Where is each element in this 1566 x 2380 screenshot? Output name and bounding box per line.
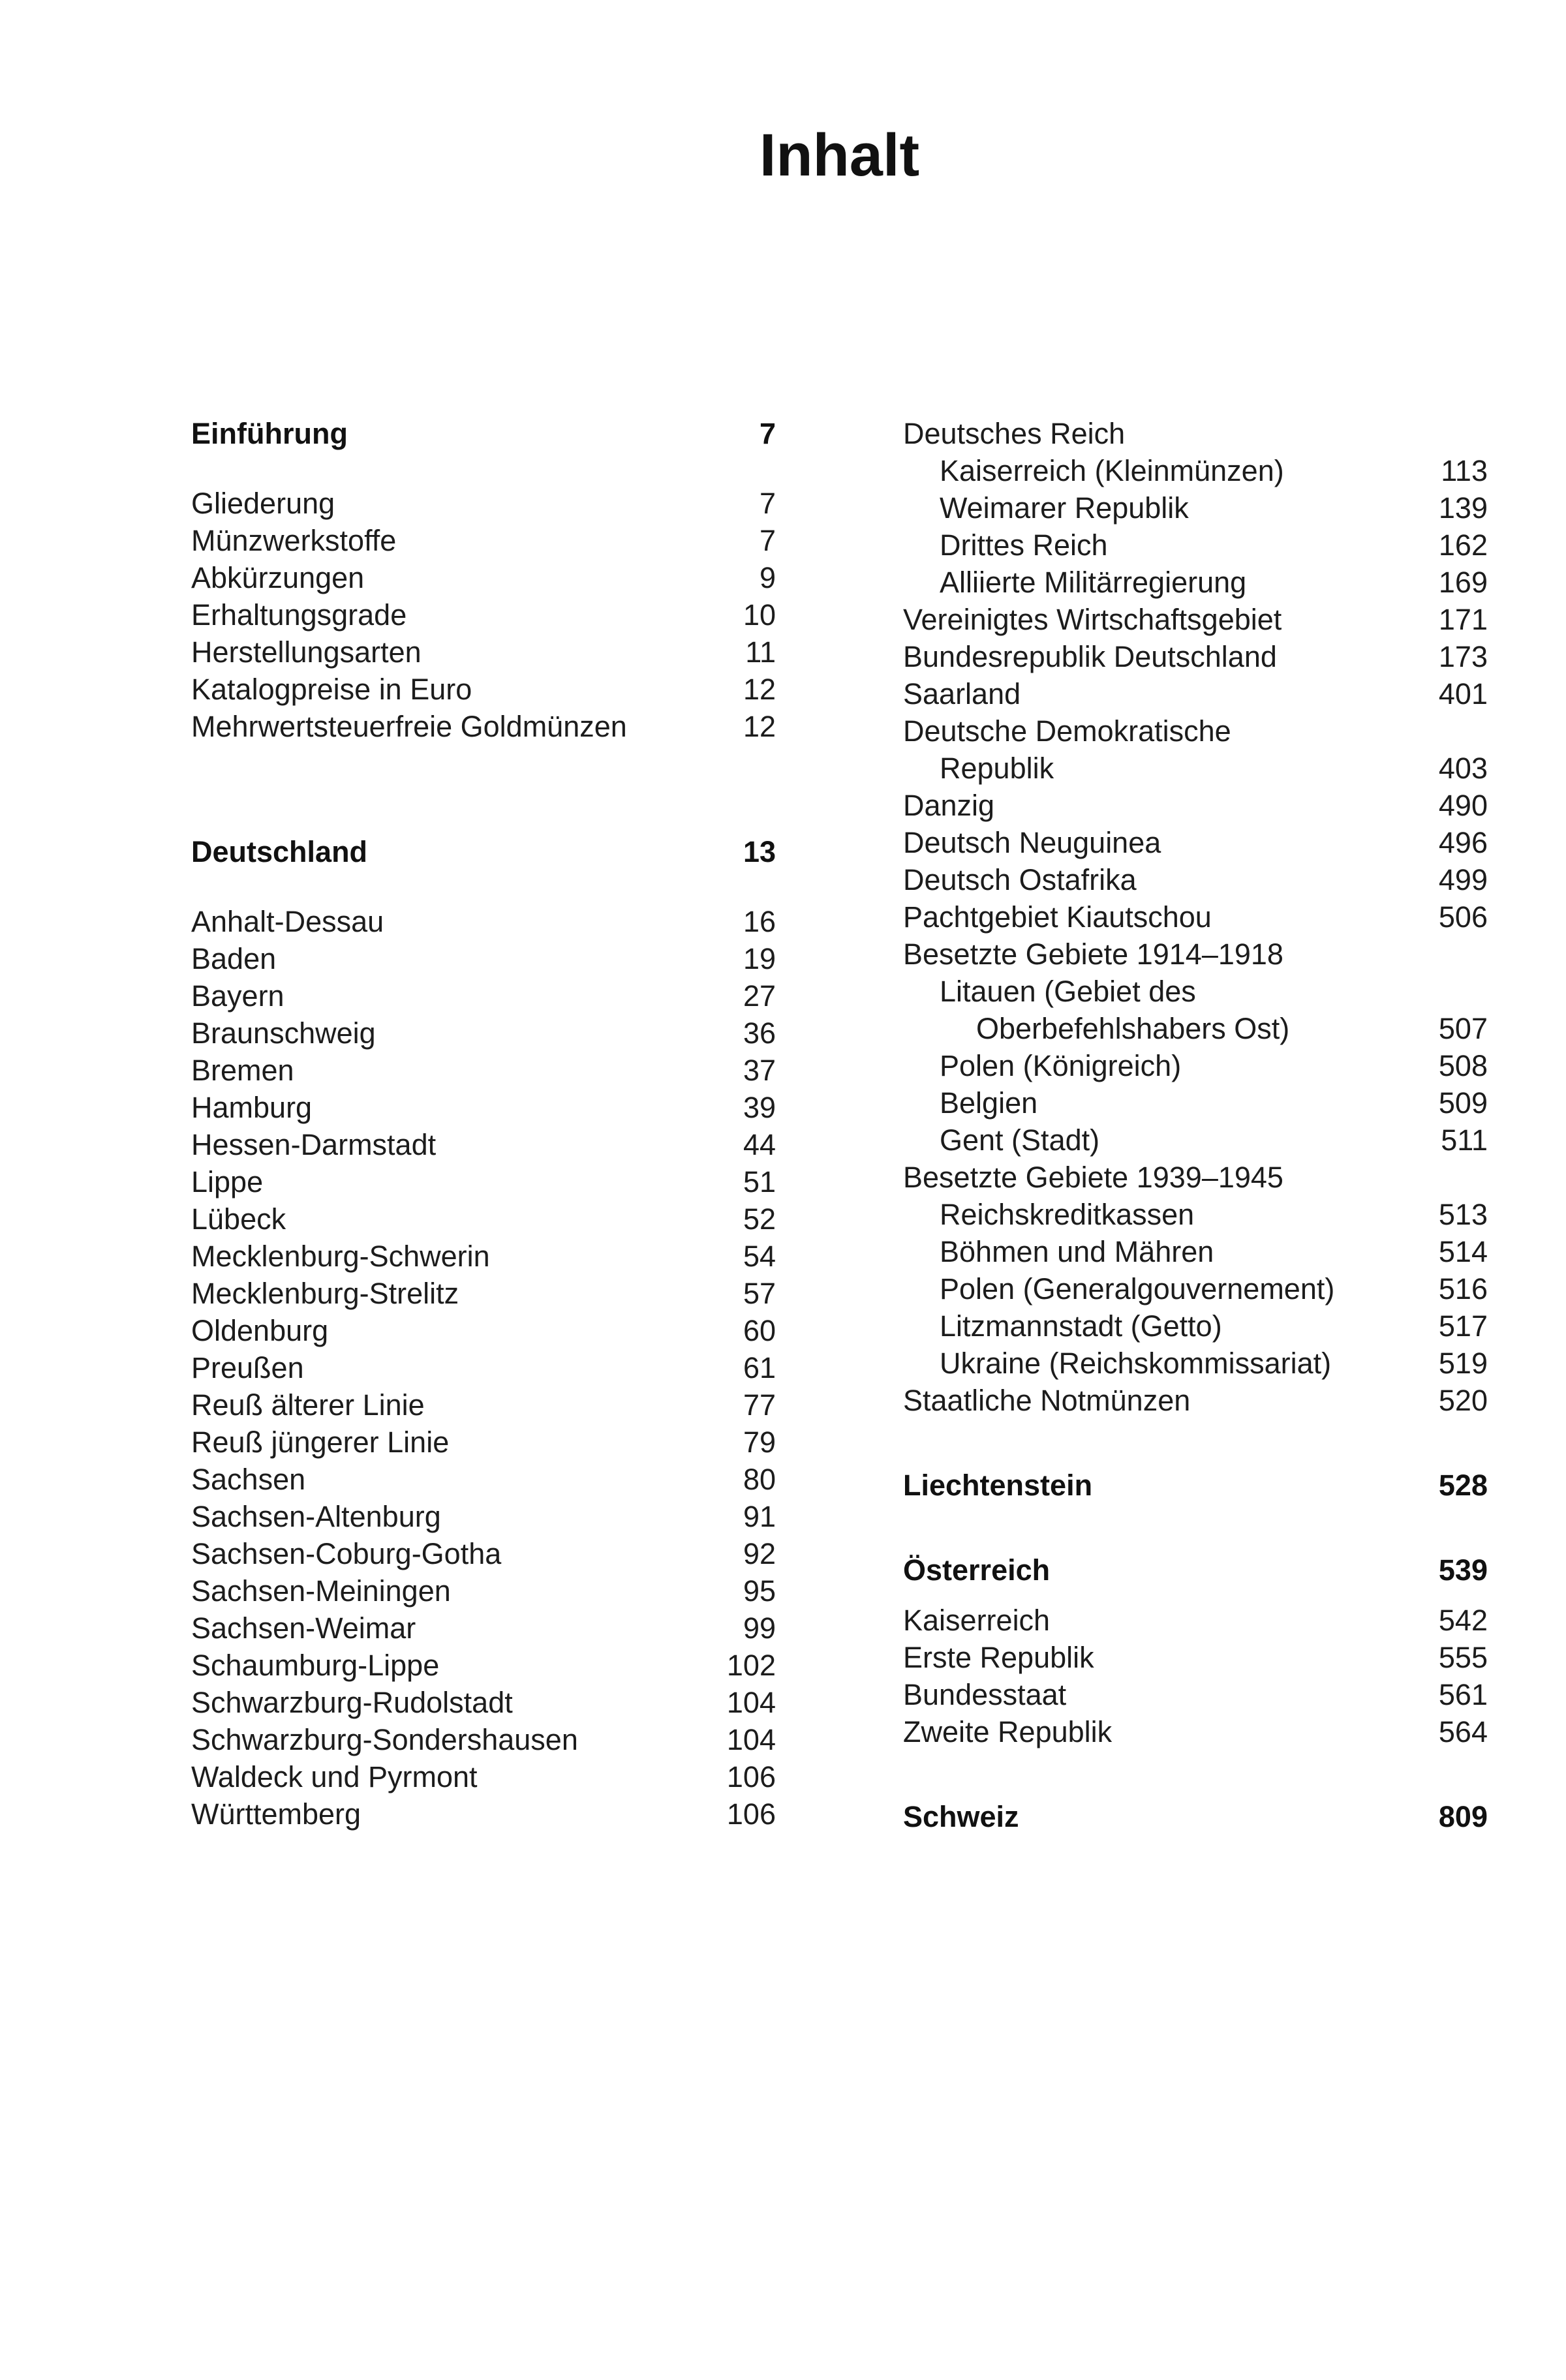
toc-block xyxy=(903,1798,1488,1835)
toc-entry xyxy=(903,1270,1488,1307)
toc-entry xyxy=(903,936,1488,973)
toc-entry xyxy=(191,485,776,522)
toc-entry-label: Deutsch Ostafrika xyxy=(903,863,1137,896)
toc-entry xyxy=(903,750,1488,787)
toc-entry xyxy=(903,1345,1488,1382)
toc-entry-page: 57 xyxy=(743,1277,776,1310)
toc-entry-label: Gliederung xyxy=(191,487,335,520)
toc-entry xyxy=(903,1233,1488,1270)
toc-entry-page: 517 xyxy=(1438,1309,1488,1343)
toc-block xyxy=(903,1467,1488,1504)
toc-entry xyxy=(191,1424,776,1461)
toc-entry-page: 16 xyxy=(743,905,776,938)
toc-entry-label: Baden xyxy=(191,942,277,975)
toc-entry xyxy=(903,712,1488,750)
toc-entry-label: Republik xyxy=(940,752,1054,785)
toc-entry xyxy=(191,1758,776,1795)
toc-entry xyxy=(191,415,776,452)
toc-entry-label: Deutsch Neuguinea xyxy=(903,826,1161,859)
toc-block xyxy=(903,1551,1488,1589)
toc-entry-label: Drittes Reich xyxy=(940,528,1108,562)
toc-entry-page: 514 xyxy=(1438,1235,1488,1268)
toc-entry-page: 52 xyxy=(743,1202,776,1236)
toc-entry-label: Deutsches Reich xyxy=(903,417,1126,450)
toc-entry-page: 542 xyxy=(1438,1604,1488,1637)
toc-entry xyxy=(191,1647,776,1684)
toc-entry xyxy=(191,1461,776,1498)
toc-entry-page: 139 xyxy=(1438,491,1488,525)
toc-entry-page: 61 xyxy=(743,1351,776,1384)
toc-entry-page: 80 xyxy=(743,1463,776,1496)
toc-block xyxy=(903,415,1488,1419)
toc-entry-page: 555 xyxy=(1438,1641,1488,1674)
toc-entry-label: Schwarzburg-Sondershausen xyxy=(191,1723,578,1756)
toc-block xyxy=(191,415,776,452)
toc-entry-page: 564 xyxy=(1438,1715,1488,1748)
toc-entry xyxy=(903,675,1488,712)
toc-entry-label: Mecklenburg-Strelitz xyxy=(191,1277,459,1310)
toc-entry-label: Staatliche Notmünzen xyxy=(903,1384,1191,1417)
toc-entry-label: Einführung xyxy=(191,417,348,450)
toc-entry-label: Reichskreditkassen xyxy=(940,1198,1195,1231)
toc-entry-page: 499 xyxy=(1438,863,1488,896)
toc-entry-page: 60 xyxy=(743,1314,776,1347)
toc-entry xyxy=(191,1498,776,1535)
toc-entry-label: Herstellungsarten xyxy=(191,635,422,669)
toc-entry-label: Alliierte Militärregierung xyxy=(940,566,1247,599)
toc-entry xyxy=(903,452,1488,489)
toc-content xyxy=(191,0,1488,1835)
toc-block xyxy=(903,1602,1488,1750)
toc-entry-page: 528 xyxy=(1438,1469,1488,1502)
toc-entry-label: Bundesstaat xyxy=(903,1678,1067,1711)
toc-entry-page: 401 xyxy=(1438,677,1488,710)
toc-entry xyxy=(191,1610,776,1647)
toc-entry-label: Erste Republik xyxy=(903,1641,1094,1674)
toc-entry xyxy=(903,415,1488,452)
toc-entry-page: 513 xyxy=(1438,1198,1488,1231)
toc-entry-label: Sachsen-Coburg-Gotha xyxy=(191,1537,502,1570)
toc-entry-page: 169 xyxy=(1438,566,1488,599)
toc-entry-label: Zweite Republik xyxy=(903,1715,1113,1748)
toc-entry-label: Polen (Königreich) xyxy=(940,1049,1182,1082)
toc-entry xyxy=(903,489,1488,526)
toc-entry-label: Saarland xyxy=(903,677,1021,710)
toc-entry-label: Weimarer Republik xyxy=(940,491,1189,525)
toc-entry xyxy=(191,833,776,870)
toc-entry-page: 490 xyxy=(1438,789,1488,822)
toc-entry-page: 516 xyxy=(1438,1272,1488,1305)
toc-entry-page: 39 xyxy=(743,1091,776,1124)
toc-entry xyxy=(903,1010,1488,1047)
toc-entry xyxy=(903,564,1488,601)
toc-entry-page: 79 xyxy=(743,1426,776,1459)
toc-entry xyxy=(903,1602,1488,1639)
toc-entry xyxy=(903,1307,1488,1345)
toc-entry xyxy=(191,1275,776,1312)
toc-entry-label: Sachsen xyxy=(191,1463,306,1496)
toc-entry-label: Kaiserreich (Kleinmünzen) xyxy=(940,454,1284,487)
toc-block xyxy=(191,903,776,1833)
toc-entry xyxy=(191,1126,776,1163)
toc-entry-label: Reuß älterer Linie xyxy=(191,1388,425,1422)
toc-entry xyxy=(903,1047,1488,1084)
toc-entry-label: Vereinigtes Wirtschaftsgebiet xyxy=(903,603,1282,636)
toc-entry-label: Erhaltungsgrade xyxy=(191,598,407,632)
toc-entry-page: 104 xyxy=(726,1686,776,1719)
toc-entry-page: 44 xyxy=(743,1128,776,1161)
toc-entry-page: 113 xyxy=(1441,454,1488,487)
toc-entry-label: Gent (Stadt) xyxy=(940,1123,1100,1157)
toc-entry xyxy=(191,559,776,596)
toc-entry-page: 95 xyxy=(743,1574,776,1608)
toc-entry-label: Böhmen und Mähren xyxy=(940,1235,1214,1268)
toc-entry-page: 506 xyxy=(1438,900,1488,934)
toc-entry-label: Belgien xyxy=(940,1086,1038,1120)
toc-entry-label: Preußen xyxy=(191,1351,304,1384)
toc-entry xyxy=(191,1535,776,1572)
toc-entry xyxy=(191,940,776,977)
toc-entry-label: Besetzte Gebiete 1939–1945 xyxy=(903,1161,1283,1194)
toc-entry-label: Schweiz xyxy=(903,1800,1019,1833)
toc-entry xyxy=(191,1052,776,1089)
toc-entry-label: Abkürzungen xyxy=(191,561,365,594)
toc-entry-label: Oldenburg xyxy=(191,1314,329,1347)
toc-entry-label: Litzmannstadt (Getto) xyxy=(940,1309,1222,1343)
toc-entry-label: Schaumburg-Lippe xyxy=(191,1649,440,1682)
toc-entry xyxy=(191,708,776,745)
toc-entry xyxy=(903,1713,1488,1750)
toc-entry xyxy=(191,1089,776,1126)
toc-entry-label: Liechtenstein xyxy=(903,1469,1093,1502)
toc-entry-label: Hessen-Darmstadt xyxy=(191,1128,437,1161)
toc-entry-label: Danzig xyxy=(903,789,995,822)
toc-entry-label: Bayern xyxy=(191,979,284,1013)
toc-entry-page: 27 xyxy=(743,979,776,1013)
toc-entry-label: Deutschland xyxy=(191,835,368,868)
toc-entry xyxy=(903,787,1488,824)
toc-entry-label: Pachtgebiet Kiautschou xyxy=(903,900,1212,934)
toc-entry xyxy=(903,1382,1488,1419)
toc-entry-page: 12 xyxy=(743,673,776,706)
toc-entry-page: 36 xyxy=(743,1016,776,1050)
toc-entry-page: 509 xyxy=(1438,1086,1488,1120)
toc-entry xyxy=(191,1795,776,1833)
toc-entry-page: 99 xyxy=(743,1611,776,1645)
toc-entry-label: Polen (Generalgouvernement) xyxy=(940,1272,1335,1305)
toc-entry-page: 809 xyxy=(1438,1800,1488,1833)
toc-entry-page: 507 xyxy=(1438,1012,1488,1045)
toc-entry-label: Deutsche Demokratische xyxy=(903,714,1231,748)
toc-entry xyxy=(903,898,1488,936)
toc-entry-page: 508 xyxy=(1438,1049,1488,1082)
toc-entry-page: 561 xyxy=(1438,1678,1488,1711)
toc-block xyxy=(191,485,776,745)
toc-entry xyxy=(191,596,776,633)
toc-entry-label: Anhalt-Dessau xyxy=(191,905,384,938)
toc-entry xyxy=(903,1551,1488,1589)
toc-entry-label: Hamburg xyxy=(191,1091,313,1124)
toc-entry-label: Bundesrepublik Deutschland xyxy=(903,640,1277,673)
toc-entry-label: Kaiserreich xyxy=(903,1604,1051,1637)
toc-entry xyxy=(191,671,776,708)
toc-entry-label: Österreich xyxy=(903,1553,1051,1587)
toc-entry-label: Lübeck xyxy=(191,1202,286,1236)
toc-entry-label: Mecklenburg-Schwerin xyxy=(191,1240,490,1273)
toc-entry-label: Sachsen-Weimar xyxy=(191,1611,416,1645)
toc-entry-page: 7 xyxy=(759,417,776,450)
toc-entry-label: Münzwerkstoffe xyxy=(191,524,397,557)
toc-entry-label: Bremen xyxy=(191,1054,294,1087)
toc-entry xyxy=(903,1121,1488,1159)
toc-columns xyxy=(191,415,1488,1835)
toc-entry xyxy=(903,1467,1488,1504)
toc-entry xyxy=(191,1721,776,1758)
toc-entry xyxy=(903,526,1488,564)
toc-entry xyxy=(903,1196,1488,1233)
toc-entry xyxy=(191,1238,776,1275)
toc-entry xyxy=(903,824,1488,861)
toc-entry-label: Württemberg xyxy=(191,1797,361,1831)
toc-entry xyxy=(903,1159,1488,1196)
toc-entry-page: 51 xyxy=(743,1165,776,1198)
toc-entry-page: 496 xyxy=(1438,826,1488,859)
toc-entry-page: 511 xyxy=(1441,1123,1488,1157)
toc-entry-page: 37 xyxy=(743,1054,776,1087)
toc-entry xyxy=(191,1312,776,1349)
toc-entry xyxy=(903,1084,1488,1121)
toc-entry xyxy=(903,638,1488,675)
toc-entry-page: 539 xyxy=(1438,1553,1488,1587)
toc-entry-label: Mehrwertsteuerfreie Goldmünzen xyxy=(191,710,627,743)
toc-entry xyxy=(903,861,1488,898)
toc-entry-label: Besetzte Gebiete 1914–1918 xyxy=(903,938,1283,971)
toc-entry xyxy=(191,1200,776,1238)
toc-entry-page: 106 xyxy=(726,1797,776,1831)
toc-entry xyxy=(191,977,776,1015)
toc-entry-page: 162 xyxy=(1438,528,1488,562)
toc-entry-page: 7 xyxy=(759,487,776,520)
toc-left-column xyxy=(191,415,776,1835)
toc-entry-page: 104 xyxy=(726,1723,776,1756)
toc-entry-label: Reuß jüngerer Linie xyxy=(191,1426,450,1459)
toc-entry xyxy=(903,1676,1488,1713)
toc-entry-page: 13 xyxy=(743,835,776,868)
toc-entry-page: 173 xyxy=(1438,640,1488,673)
toc-entry-page: 403 xyxy=(1438,752,1488,785)
toc-entry-page: 11 xyxy=(745,635,776,669)
toc-entry-page: 77 xyxy=(743,1388,776,1422)
toc-entry-label: Katalogpreise in Euro xyxy=(191,673,472,706)
toc-entry-page: 10 xyxy=(743,598,776,632)
toc-entry-label: Sachsen-Meiningen xyxy=(191,1574,451,1608)
toc-entry-page: 106 xyxy=(726,1760,776,1793)
toc-entry-page: 91 xyxy=(743,1500,776,1533)
toc-entry xyxy=(191,1684,776,1721)
toc-entry-page: 19 xyxy=(743,942,776,975)
toc-entry-label: Sachsen-Altenburg xyxy=(191,1500,441,1533)
toc-entry xyxy=(903,1639,1488,1676)
toc-entry-page: 171 xyxy=(1438,603,1488,636)
toc-entry xyxy=(191,522,776,559)
toc-entry-page: 7 xyxy=(759,524,776,557)
toc-entry xyxy=(191,1386,776,1424)
toc-entry-page: 520 xyxy=(1438,1384,1488,1417)
toc-entry xyxy=(191,1349,776,1386)
toc-entry-label: Braunschweig xyxy=(191,1016,376,1050)
toc-entry xyxy=(191,903,776,940)
toc-entry xyxy=(903,1798,1488,1835)
toc-entry-page: 9 xyxy=(759,561,776,594)
toc-entry-page: 12 xyxy=(743,710,776,743)
toc-entry-page: 92 xyxy=(743,1537,776,1570)
toc-entry xyxy=(903,973,1488,1010)
toc-entry-label: Waldeck und Pyrmont xyxy=(191,1760,478,1793)
toc-entry-label: Schwarzburg-Rudolstadt xyxy=(191,1686,513,1719)
toc-entry-label: Ukraine (Reichskommissariat) xyxy=(940,1347,1332,1380)
toc-entry xyxy=(191,1015,776,1052)
toc-entry-page: 54 xyxy=(743,1240,776,1273)
toc-entry-page: 102 xyxy=(726,1649,776,1682)
toc-entry-label: Lippe xyxy=(191,1165,264,1198)
toc-entry-page: 519 xyxy=(1438,1347,1488,1380)
toc-entry-label: Litauen (Gebiet des xyxy=(940,975,1196,1008)
toc-entry-label: Oberbefehlshabers Ost) xyxy=(976,1012,1290,1045)
toc-right-column xyxy=(903,415,1488,1835)
toc-entry xyxy=(903,601,1488,638)
toc-entry xyxy=(191,633,776,671)
toc-entry xyxy=(191,1163,776,1200)
page-title: Inhalt xyxy=(759,122,920,189)
toc-block xyxy=(191,833,776,870)
toc-entry xyxy=(191,1572,776,1610)
